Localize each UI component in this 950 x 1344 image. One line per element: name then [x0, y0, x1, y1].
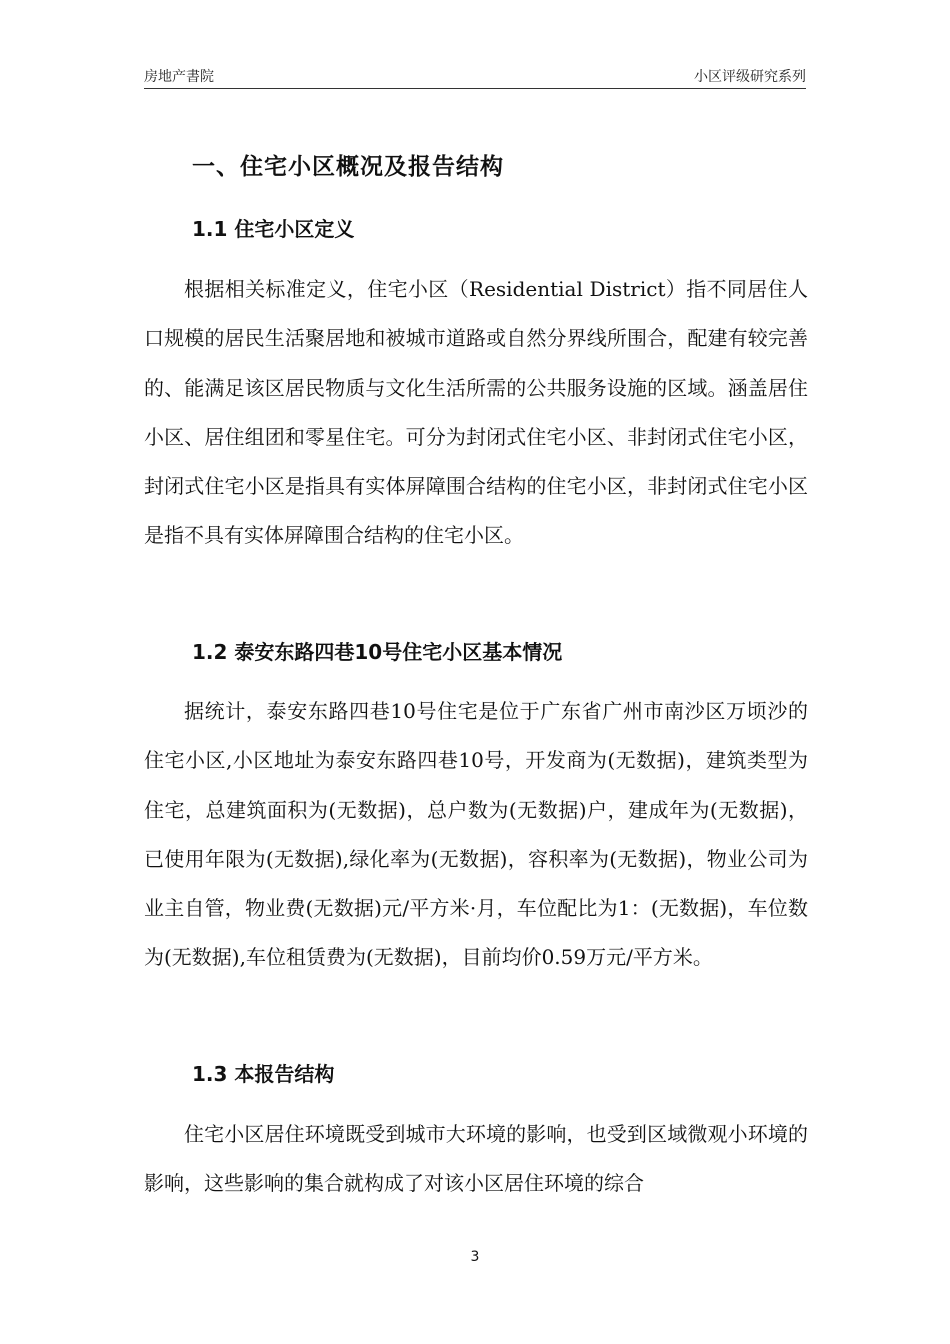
paragraph-basic-info: 据统计，泰安东路四巷10号住宅是位于广东省广州市南沙区万顷沙的住宅小区,小区地址为泰安东路四巷10号，开发商为(无数据)，建筑类型为住宅，总建筑面积为(无数据)，总户数为(无数据)户，建成年为(无数据)，已使用年限为(无数据),绿化率为(无数据)，容积率为(无数据)，物业公司为业主自管，物业费(无数据)元/平方米·月，车位配比为1：(无数据)，车位数为(无数据),车位租赁费为(无数据)，目前均价0.59万元/平方米。: [144, 699, 808, 970]
subsection-heading-1-1: 1.1 住宅小区定义: [192, 217, 355, 241]
paragraph-definition: 根据相关标准定义，住宅小区（Residential District）指不同居住人口规模的居民生活聚居地和被城市道路或自然分界线所围合，配建有较完善的、能满足该区居民物质与文化生活所需的公共服务设施的区域。涵盖居住小区、居住组团和零星住宅。可分为封闭式住宅小区、非封闭式住宅小区，封闭式住宅小区是指具有实体屏障围合结构的住宅小区，非封闭式住宅小区是指不具有实体屏障围合结构的住宅小区。: [144, 277, 808, 548]
header-right-series: 小区评级研究系列: [694, 69, 806, 85]
paragraph-report-structure: 住宅小区居住环境既受到城市大环境的影响，也受到区域微观小环境的影响，这些影响的集合就构成了对该小区居住环境的综合: [144, 1122, 808, 1196]
page-number: 3: [470, 1249, 480, 1265]
subsection-heading-1-2: 1.2 泰安东路四巷10号住宅小区基本情况: [192, 640, 563, 664]
header-divider: [144, 88, 806, 89]
subsection-heading-1-3: 1.3 本报告结构: [192, 1062, 335, 1086]
header-left-brand: 房地产書院: [144, 69, 214, 85]
section-title: 一、住宅小区概况及报告结构: [192, 154, 504, 180]
